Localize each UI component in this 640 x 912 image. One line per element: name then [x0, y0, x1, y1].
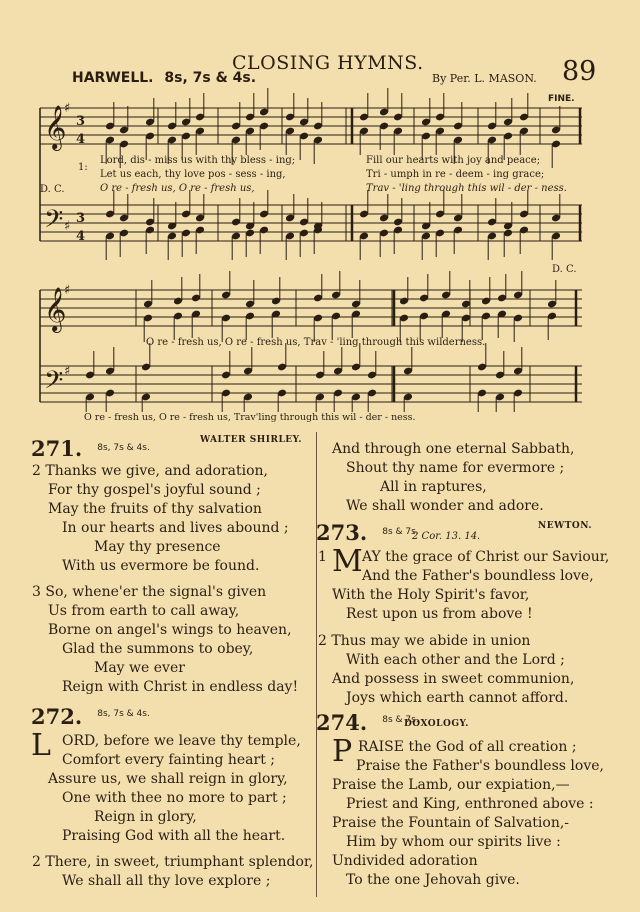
- drop-cap: L: [31, 728, 51, 763]
- note: [313, 274, 323, 302]
- note: [359, 232, 369, 260]
- note: [173, 277, 183, 305]
- verse-line: And the Father's boundless love,: [362, 568, 594, 584]
- page-number: 89: [562, 56, 597, 87]
- verse-line: Glad the summons to obey,: [62, 641, 254, 657]
- note: [191, 274, 201, 302]
- note: [393, 198, 403, 226]
- note: [403, 347, 413, 375]
- note: [331, 271, 341, 299]
- verse-line: With us evermore be found.: [62, 558, 260, 574]
- verse-line: Comfort every fainting heart ;: [62, 752, 276, 768]
- note: [299, 229, 309, 257]
- verse-line: Him by whom our spirits live :: [346, 834, 561, 850]
- note: [145, 226, 155, 254]
- verse-line: 2 Thanks we give, and adoration,: [32, 463, 268, 479]
- verse-line: Borne on angel's wings to heaven,: [48, 622, 292, 638]
- note: [285, 93, 295, 121]
- note: [243, 347, 253, 375]
- note: [231, 198, 241, 226]
- note: [519, 127, 529, 155]
- verse-line: 2 There, in sweet, triumphant splendor,: [32, 854, 314, 870]
- lyric-line-3b: Trav - 'ling through this wil - der - ness.: [366, 183, 567, 194]
- verse-line: And possess in sweet communion,: [332, 671, 575, 687]
- drop-cap: P: [332, 734, 353, 769]
- note: [313, 136, 323, 164]
- time-signature-top: 3: [76, 211, 86, 226]
- bass-lyric-line: O re - fresh us, O re - fresh us, Trav'ling through this wil - der - ness.: [84, 412, 416, 423]
- note: [221, 389, 231, 412]
- hymn-271-heading: [31, 438, 150, 459]
- time-signature-bottom: 4: [76, 229, 86, 244]
- note: [351, 280, 361, 308]
- note: [245, 280, 255, 308]
- note: [271, 310, 281, 338]
- verse-line: All in raptures,: [380, 479, 487, 495]
- note: [315, 351, 325, 379]
- note: [359, 190, 369, 218]
- note: [513, 271, 523, 299]
- hymn-meter: 8s & 7s.: [382, 527, 419, 537]
- note: [367, 351, 377, 379]
- note: [393, 127, 403, 155]
- note: [167, 102, 177, 130]
- lyric-line-3a: O re - fresh us, O re - fresh us,: [100, 183, 255, 194]
- hymn-273-heading: [316, 522, 419, 543]
- note: [167, 232, 177, 260]
- note: [285, 194, 295, 222]
- time-signature-top: 3: [76, 114, 86, 129]
- note: [299, 132, 309, 160]
- note: [513, 389, 523, 412]
- hymn-meter: 8s & 7s.: [382, 715, 419, 725]
- verse-line: 3 So, whene'er the signal's given: [32, 584, 267, 600]
- note: [221, 271, 231, 299]
- note: [333, 347, 343, 375]
- hymn-number: 271.: [31, 436, 83, 461]
- note: [245, 229, 255, 257]
- note: [143, 280, 153, 308]
- note: [551, 232, 561, 260]
- note: [503, 229, 513, 257]
- column-divider: [316, 432, 317, 897]
- note: [145, 198, 155, 226]
- verse-line: To the one Jehovah give.: [346, 872, 520, 888]
- hymn-author: WALTER SHIRLEY.: [200, 435, 303, 445]
- tune-meter: 8s, 7s & 4s.: [164, 70, 257, 86]
- treble-clef-icon: 𝄞: [44, 287, 67, 331]
- note: [333, 389, 343, 412]
- note: [379, 88, 389, 116]
- note: [105, 232, 115, 260]
- verse-line: Assure us, we shall reign in glory,: [48, 771, 288, 787]
- note: [435, 190, 445, 218]
- note: [105, 102, 115, 130]
- note: [299, 98, 309, 126]
- note: [313, 102, 323, 130]
- note: [393, 93, 403, 121]
- verse-line: With the Holy Spirit's favor,: [332, 587, 530, 603]
- verse-line: ORD, before we leave thy temple,: [62, 733, 301, 749]
- note: [547, 280, 557, 308]
- note: [477, 389, 487, 412]
- verse-line: AY the grace of Christ our Saviour,: [362, 549, 610, 565]
- hymn-meter: 8s, 7s & 4s.: [97, 443, 150, 453]
- note: [379, 122, 389, 150]
- note: [503, 98, 513, 126]
- note: [271, 277, 281, 305]
- fine-marker: FINE.: [548, 94, 575, 104]
- note: [519, 226, 529, 254]
- note: [495, 351, 505, 379]
- lyric-line-2b: Tri - umph in re - deem - ing grace;: [366, 169, 545, 180]
- note: [551, 106, 561, 134]
- note: [513, 314, 523, 342]
- verse-line: Praise the Lamb, our expiation,—: [332, 777, 570, 793]
- sharp-icon: ♯: [64, 219, 71, 234]
- note: [145, 98, 155, 126]
- treble-clef-icon: 𝄞: [44, 105, 67, 149]
- hymn-number: 274.: [316, 710, 368, 735]
- note: [299, 198, 309, 226]
- hymn-number: 272.: [31, 704, 83, 729]
- verse-line: Priest and King, enthroned above :: [346, 796, 594, 812]
- note: [367, 389, 377, 412]
- note: [503, 202, 513, 230]
- note: [421, 98, 431, 126]
- hymn-272-heading: [31, 706, 150, 727]
- note: [195, 93, 205, 121]
- note: [105, 190, 115, 218]
- note: [119, 106, 129, 134]
- sharp-icon: ♯: [64, 101, 71, 116]
- note: [441, 310, 451, 338]
- sheet-music: [0, 0, 640, 412]
- lyric-line-1a: Lord, dis - miss us with thy bless - ing;: [100, 155, 296, 166]
- note: [351, 310, 361, 338]
- note: [461, 280, 471, 308]
- hymn-title: DOXOLOGY.: [404, 719, 469, 729]
- verse-line: Reign with Christ in endless day!: [62, 679, 299, 695]
- note: [497, 274, 507, 302]
- note: [379, 194, 389, 222]
- note: [313, 202, 323, 230]
- treble-lyric-line: O re - fresh us, O re - fresh us, Trav - 'ling through this wilderness.: [146, 337, 486, 348]
- note: [181, 98, 191, 126]
- verse-line: Undivided adoration: [332, 853, 478, 869]
- time-signature-bottom: 4: [76, 132, 86, 147]
- note: [399, 277, 409, 305]
- note: [359, 127, 369, 155]
- note: [551, 194, 561, 222]
- note: [481, 277, 491, 305]
- verse-line: Us from earth to call away,: [48, 603, 240, 619]
- verse-line: We shall all thy love explore ;: [62, 873, 271, 889]
- note: [191, 310, 201, 338]
- verse-line: May thy presence: [94, 539, 221, 555]
- verse-line: In our hearts and lives abound ;: [62, 520, 289, 536]
- note: [519, 190, 529, 218]
- verse-line: One with thee no more to part ;: [62, 790, 287, 806]
- note: [393, 226, 403, 254]
- drop-cap: M: [332, 544, 363, 579]
- note: [435, 229, 445, 257]
- note: [119, 194, 129, 222]
- verse-number: 1:: [78, 162, 88, 173]
- note: [487, 198, 497, 226]
- verse-line: May we ever: [94, 660, 185, 676]
- note: [453, 194, 463, 222]
- note: [259, 88, 269, 116]
- note: [421, 232, 431, 260]
- tune-name: HARWELL.: [72, 70, 154, 86]
- dc-marker: D. C.: [40, 184, 65, 195]
- note: [259, 190, 269, 218]
- note: [245, 202, 255, 230]
- sharp-icon: ♯: [64, 364, 71, 379]
- note: [359, 93, 369, 121]
- note: [285, 127, 295, 155]
- verse-line: Rest upon us from above !: [346, 606, 533, 622]
- note: [231, 102, 241, 130]
- note: [419, 274, 429, 302]
- note: [285, 232, 295, 260]
- hymn-author: NEWTON.: [538, 521, 593, 531]
- note: [453, 102, 463, 130]
- note: [435, 93, 445, 121]
- note: [105, 347, 115, 375]
- note: [231, 232, 241, 260]
- verse-line: Praise the Father's boundless love,: [356, 758, 604, 774]
- hymn-meter: 8s, 7s & 4s.: [97, 709, 150, 719]
- composer-credit: By Per. L. MASON.: [432, 72, 537, 85]
- note: [195, 226, 205, 254]
- verse-line: Shout thy name for evermore ;: [346, 460, 565, 476]
- note: [195, 194, 205, 222]
- note: [435, 127, 445, 155]
- verse-line: Praise the Fountain of Salvation,-: [332, 815, 570, 831]
- note: [277, 389, 287, 412]
- verse-line: 2 Thus may we abide in union: [318, 633, 531, 649]
- page-header-title: CLOSING HYMNS.: [232, 52, 424, 74]
- note: [421, 202, 431, 230]
- note: [85, 351, 95, 379]
- verse-line: May the fruits of thy salvation: [48, 501, 262, 517]
- verse-line: We shall wonder and adore.: [346, 498, 544, 514]
- note: [487, 232, 497, 260]
- note: [313, 226, 323, 254]
- verse-line: For thy gospel's joyful sound ;: [48, 482, 261, 498]
- note: [119, 229, 129, 257]
- note: [441, 271, 451, 299]
- verse-line: Joys which earth cannot afford.: [346, 690, 569, 706]
- note: [195, 127, 205, 155]
- verse-line: RAISE the God of all creation ;: [358, 739, 577, 755]
- verse-line: And through one eternal Sabbath,: [332, 441, 575, 457]
- bass-clef-icon: 𝄢: [44, 366, 64, 401]
- note: [513, 347, 523, 375]
- note: [259, 122, 269, 150]
- note: [379, 229, 389, 257]
- note: [221, 351, 231, 379]
- verse-line: Reign in glory,: [94, 809, 197, 825]
- note: [181, 190, 191, 218]
- scripture-reference: 2 Cor. 13. 14.: [412, 531, 481, 542]
- note: [245, 93, 255, 121]
- note: [259, 226, 269, 254]
- lyric-line-2a: Let us each, thy love pos - sess - ing,: [100, 169, 286, 180]
- staff-1-treble: [40, 108, 582, 144]
- note: [487, 102, 497, 130]
- sharp-icon: ♯: [64, 283, 71, 298]
- verse-number: 1: [318, 549, 327, 565]
- note: [245, 127, 255, 155]
- lyric-line-1b: Fill our hearts with joy and peace;: [366, 155, 541, 166]
- verse-line: Praising God with all the heart.: [62, 828, 286, 844]
- note: [497, 310, 507, 338]
- hymn-number: 273.: [316, 520, 368, 545]
- note: [551, 140, 561, 168]
- bass-clef-icon: 𝄢: [44, 205, 64, 240]
- verse-line: With each other and the Lord ;: [346, 652, 565, 668]
- note: [105, 389, 115, 412]
- note: [453, 226, 463, 254]
- note: [167, 202, 177, 230]
- note: [519, 93, 529, 121]
- note: [181, 229, 191, 257]
- dc-marker: D. C.: [552, 264, 577, 275]
